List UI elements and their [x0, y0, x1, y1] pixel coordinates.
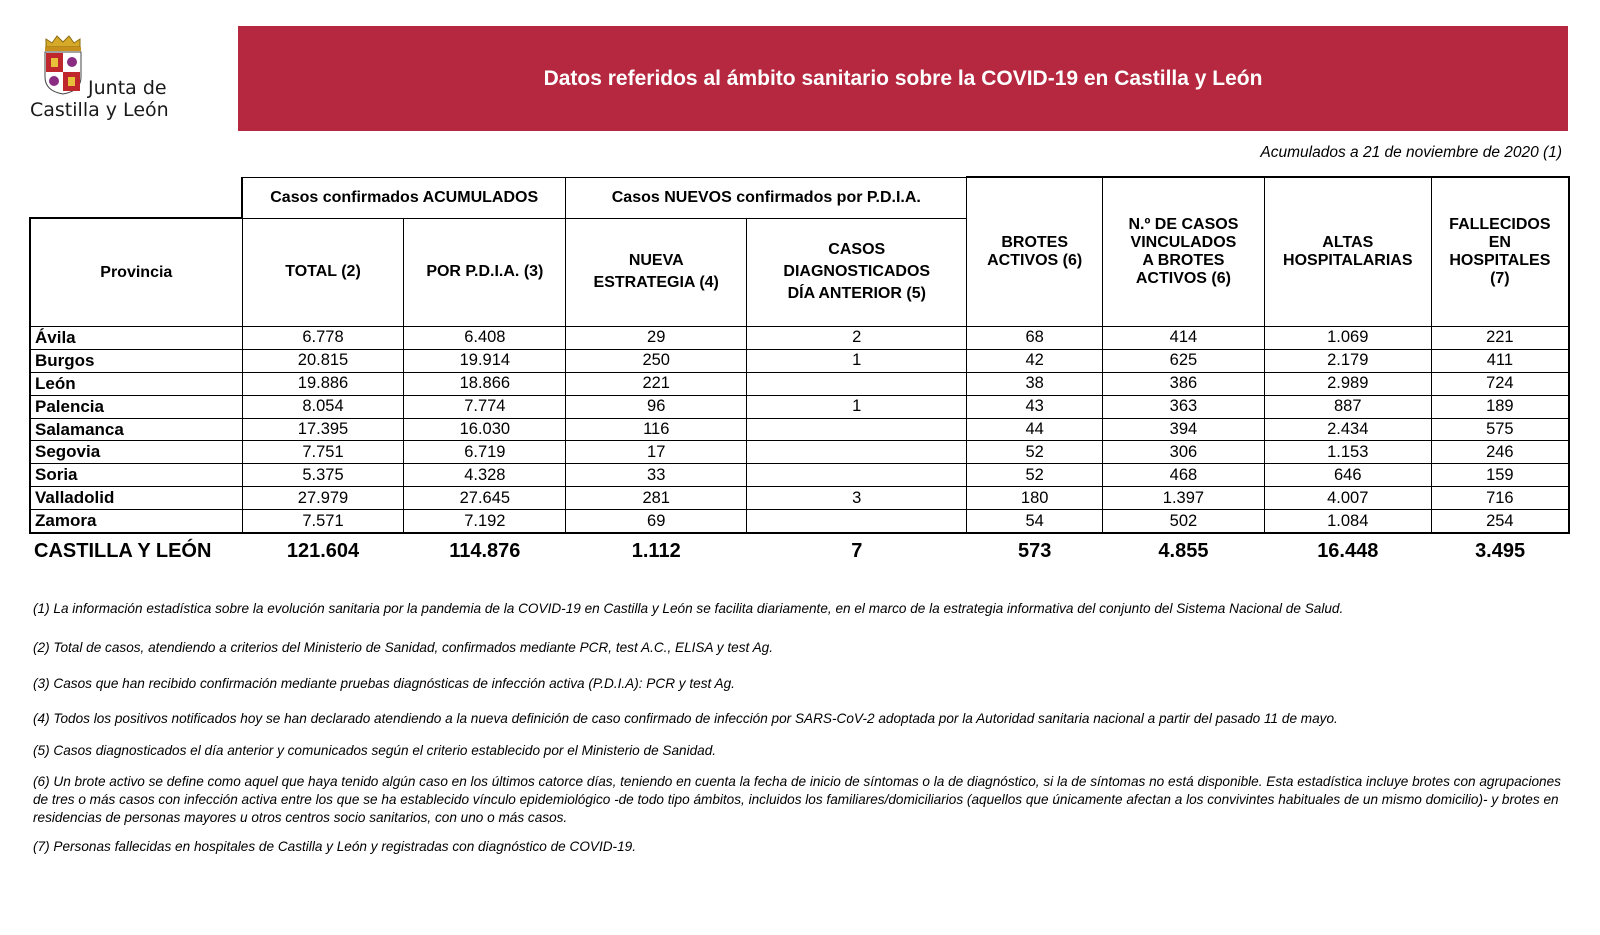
total-cell-dia-anterior: 7: [851, 539, 863, 562]
table-row: [30, 418, 1569, 441]
table-row: [30, 487, 1569, 510]
total-cell-altas: 16.448: [1317, 539, 1379, 562]
cell-pdia: 6.408: [404, 327, 566, 350]
cell-provincia: León: [30, 372, 242, 395]
header-pdia: POR P.D.I.A. (3): [404, 218, 566, 327]
cell-fallecidos: 254: [1431, 510, 1569, 533]
cell-dia-anterior: [747, 464, 967, 487]
page-title: Datos referidos al ámbito sanitario sobre la COVID-19 en Castilla y León: [543, 66, 1263, 90]
total-cell-provincia: CASTILLA Y LEÓN: [34, 539, 212, 562]
blank-header-cell: [30, 177, 242, 218]
cell-fallecidos: 411: [1431, 349, 1569, 372]
logo-line-1: Junta de: [88, 77, 167, 99]
header-casos-vinculados: N.º DE CASOS VINCULADOS A BROTES ACTIVOS (6): [1103, 177, 1265, 327]
cell-total: 7.571: [242, 510, 404, 533]
cell-vinculados: 1.397: [1103, 487, 1265, 510]
cell-nueva: 281: [566, 487, 747, 510]
footnote-6: (6) Un brote activo se define como aquel que haya tenido algún caso en los últimos catorce días, teniendo en cuenta la fecha de inicio de síntomas o la de diagnóstico, si la de síntomas no está disponible. Esta estadística incluye brotes con agrupaciones de tres o más casos con infección activa entre los que se ha establecido vínculo epidemiológico -de todo tipo ámbitos, incluidos los familiares/domiciliarios (aquellos que únicamente afectan a los convivintes habituales de un mismo domicilio)- y brotes en residencias de personas mayores u otros centros socio sanitarios, con uno o más casos.: [33, 774, 1561, 825]
cell-nueva: 69: [566, 510, 747, 533]
header-nueva-estrategia: NUEVA ESTRATEGIA (4): [566, 218, 747, 327]
cell-provincia: Soria: [30, 464, 242, 487]
cell-altas: 1.153: [1264, 441, 1431, 464]
cell-fallecidos: 716: [1431, 487, 1569, 510]
cell-nueva: 17: [566, 441, 747, 464]
accumulated-date-note: Acumulados a 21 de noviembre de 2020 (1): [1260, 144, 1562, 161]
cell-altas: 2.179: [1264, 349, 1431, 372]
cell-total: 5.375: [242, 464, 404, 487]
table-row: [30, 372, 1569, 395]
cell-pdia: 18.866: [404, 372, 566, 395]
logo-text: [30, 77, 169, 121]
cell-pdia: 7.192: [404, 510, 566, 533]
cell-brotes: 52: [967, 441, 1103, 464]
total-cell-total: 121.604: [286, 539, 360, 562]
cell-dia-anterior: 1: [747, 395, 967, 418]
cell-fallecidos: 575: [1431, 418, 1569, 441]
cell-altas: 1.084: [1264, 510, 1431, 533]
cell-pdia: 6.719: [404, 441, 566, 464]
cell-altas: 1.069: [1264, 327, 1431, 350]
header-banner: [238, 26, 1568, 131]
cell-fallecidos: 724: [1431, 372, 1569, 395]
table-row: [30, 327, 1569, 350]
cell-dia-anterior: 1: [747, 349, 967, 372]
cell-total: 8.054: [242, 395, 404, 418]
cell-provincia: Palencia: [30, 395, 242, 418]
cell-total: 27.979: [242, 487, 404, 510]
footnote-4: (4) Todos los positivos notificados hoy se han declarado atendiendo a la nueva definición de caso confirmado de infección por SARS-CoV-2 adoptada por la Autoridad sanitaria nacional a partir del pasado 11 de mayo.: [33, 711, 1338, 726]
logo-line-2: Castilla y León: [30, 99, 169, 121]
footnote-5: (5) Casos diagnosticados el día anterior y comunicados según el criterio establecido por el Ministerio de Sanidad.: [33, 743, 717, 758]
cell-provincia: Burgos: [30, 349, 242, 372]
cell-altas: 646: [1264, 464, 1431, 487]
cell-pdia: 27.645: [404, 487, 566, 510]
header-altas: ALTAS HOSPITALARIAS: [1264, 177, 1431, 327]
total-cell-vinculados: 4.855: [1158, 539, 1209, 562]
cell-total: 19.886: [242, 372, 404, 395]
cell-total: 6.778: [242, 327, 404, 350]
cell-vinculados: 414: [1103, 327, 1265, 350]
footnote-2: (2) Total de casos, atendiendo a criterios del Ministerio de Sanidad, confirmados mediante PCR, test A.C., ELISA y test Ag.: [33, 640, 773, 655]
cell-total: 20.815: [242, 349, 404, 372]
cell-vinculados: 363: [1103, 395, 1265, 418]
footnote-3: (3) Casos que han recibido confirmación mediante pruebas diagnósticas de infección activa (P.D.I.A): PCR y test Ag.: [33, 676, 735, 691]
cell-vinculados: 394: [1103, 418, 1265, 441]
cell-nueva: 221: [566, 372, 747, 395]
footnote-1: (1) La información estadística sobre la evolución sanitaria por la pandemia de la COVID-19 en Castilla y León se facilita diariamente, en el marco de la estrategia informativa del conjunto del Sistema Nacional de Salud.: [33, 601, 1344, 616]
cell-nueva: 96: [566, 395, 747, 418]
cell-altas: 4.007: [1264, 487, 1431, 510]
cell-nueva: 116: [566, 418, 747, 441]
header-nuevos: Casos NUEVOS confirmados por P.D.I.A.: [566, 177, 967, 218]
cell-total: 7.751: [242, 441, 404, 464]
cell-dia-anterior: [747, 510, 967, 533]
cell-vinculados: 625: [1103, 349, 1265, 372]
total-row: [30, 533, 1569, 568]
total-cell-nueva: 1.112: [631, 539, 681, 562]
cell-brotes: 42: [967, 349, 1103, 372]
cell-dia-anterior: 2: [747, 327, 967, 350]
cell-pdia: 19.914: [404, 349, 566, 372]
junta-logo: [28, 33, 188, 128]
cell-brotes: 38: [967, 372, 1103, 395]
cell-nueva: 29: [566, 327, 747, 350]
table-row: [30, 395, 1569, 418]
cell-brotes: 68: [967, 327, 1103, 350]
cell-nueva: 33: [566, 464, 747, 487]
cell-brotes: 54: [967, 510, 1103, 533]
cell-provincia: Salamanca: [30, 418, 242, 441]
cell-brotes: 52: [967, 464, 1103, 487]
cell-fallecidos: 221: [1431, 327, 1569, 350]
cell-fallecidos: 189: [1431, 395, 1569, 418]
cell-vinculados: 502: [1103, 510, 1265, 533]
cell-nueva: 250: [566, 349, 747, 372]
cell-vinculados: 386: [1103, 372, 1265, 395]
cell-fallecidos: 246: [1431, 441, 1569, 464]
total-cell-fallecidos: 3.495: [1475, 539, 1526, 562]
cell-altas: 2.989: [1264, 372, 1431, 395]
cell-fallecidos: 159: [1431, 464, 1569, 487]
cell-total: 17.395: [242, 418, 404, 441]
table-row: [30, 510, 1569, 533]
table-row: [30, 349, 1569, 372]
header-casos-diagnosticados: CASOS DIAGNOSTICADOS DÍA ANTERIOR (5): [747, 218, 967, 327]
cell-altas: 887: [1264, 395, 1431, 418]
cell-vinculados: 306: [1103, 441, 1265, 464]
group-header-row: [30, 177, 1569, 218]
cell-provincia: Zamora: [30, 510, 242, 533]
cell-dia-anterior: [747, 418, 967, 441]
cell-provincia: Segovia: [30, 441, 242, 464]
table-row: [30, 464, 1569, 487]
cell-pdia: 16.030: [404, 418, 566, 441]
footnote-7: (7) Personas fallecidas en hospitales de Castilla y León y registradas con diagnóstico de COVID-19.: [33, 839, 636, 854]
cell-dia-anterior: 3: [747, 487, 967, 510]
cell-provincia: Valladolid: [30, 487, 242, 510]
cell-altas: 2.434: [1264, 418, 1431, 441]
header-fallecidos: FALLECIDOS EN HOSPITALES (7): [1431, 177, 1569, 327]
header-acumulados: Casos confirmados ACUMULADOS: [242, 177, 566, 218]
header-provincia: Provincia: [30, 218, 242, 327]
cell-vinculados: 468: [1103, 464, 1265, 487]
header-total: TOTAL (2): [242, 218, 404, 327]
table-row: [30, 441, 1569, 464]
cell-brotes: 180: [967, 487, 1103, 510]
cell-provincia: Ávila: [30, 327, 242, 350]
header-brotes: BROTES ACTIVOS (6): [967, 177, 1103, 327]
cell-pdia: 7.774: [404, 395, 566, 418]
covid-data-table: [29, 176, 1570, 568]
cell-dia-anterior: [747, 441, 967, 464]
cell-brotes: 43: [967, 395, 1103, 418]
cell-pdia: 4.328: [404, 464, 566, 487]
cell-brotes: 44: [967, 418, 1103, 441]
cell-dia-anterior: [747, 372, 967, 395]
total-cell-pdia: 114.876: [449, 539, 521, 562]
total-cell-brotes: 573: [1017, 539, 1052, 562]
